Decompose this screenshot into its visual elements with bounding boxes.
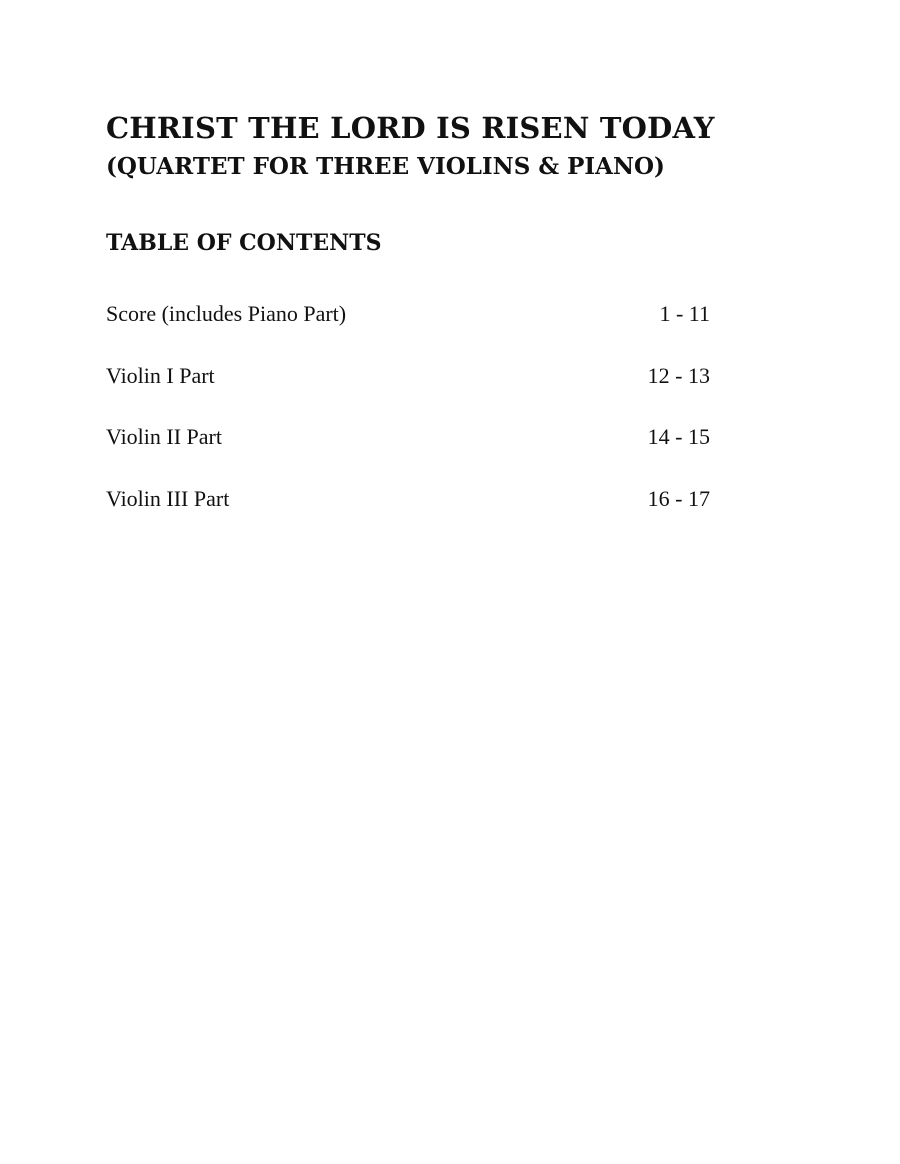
toc-entry-violin-3	[106, 485, 710, 547]
toc-entry-pages: 1 - 11	[659, 301, 710, 326]
toc-entry-pages: 12 - 13	[647, 362, 710, 388]
toc-entry-label: Violin II Part	[106, 424, 222, 449]
document-subtitle: (QUARTET FOR THREE VIOLINS & PIANO)	[106, 153, 665, 180]
toc-entry-pages: 16 - 17	[647, 485, 710, 511]
document-title: CHRIST THE LORD IS RISEN TODAY	[106, 111, 715, 145]
toc-entry-violin-1	[106, 362, 710, 424]
toc-entry-label: Violin III Part	[106, 485, 230, 511]
toc-entry-label: Violin I Part	[106, 362, 215, 388]
toc-entry-score	[106, 300, 710, 362]
toc-entry-violin-2	[106, 423, 710, 485]
toc-entry-label: Score (includes Piano Part)	[106, 301, 347, 326]
toc-entry-pages: 14 - 15	[647, 424, 710, 449]
toc-heading: TABLE OF CONTENTS	[106, 230, 382, 256]
table-of-contents	[106, 300, 710, 546]
